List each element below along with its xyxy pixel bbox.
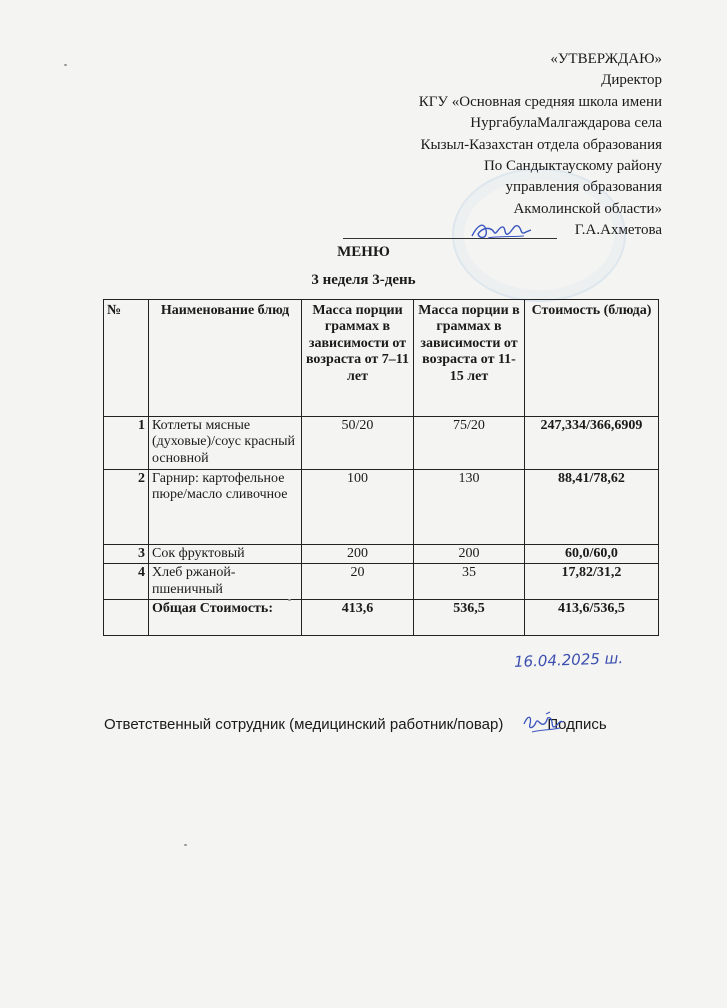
header-cost: Стоимость (блюда) <box>525 300 659 417</box>
row-number: 4 <box>104 564 149 600</box>
table-row <box>104 470 659 545</box>
scan-speck <box>288 599 291 601</box>
approval-org-line: управления образования <box>505 179 662 196</box>
dish-cost: 88,41/78,62 <box>525 470 659 545</box>
menu-table <box>103 299 659 636</box>
mass-11-15: 35 <box>414 564 525 600</box>
approval-org-line: КГУ «Основная средняя школа имени <box>418 93 662 110</box>
table-row <box>104 564 659 600</box>
header-number: № <box>104 300 149 417</box>
mass-7-11: 50/20 <box>302 417 414 470</box>
total-mass-11-15: 536,5 <box>414 600 525 636</box>
mass-7-11: 200 <box>302 545 414 564</box>
responsible-label: Ответственный сотрудник (медицинский работник/повар) <box>104 716 504 733</box>
table-row <box>104 417 659 470</box>
header-mass-7-11: Масса порции граммах в зависимости от возраста от 7–11 лет <box>302 300 414 417</box>
director-signature <box>468 218 534 244</box>
approval-org-line: По Сандыктаускому району <box>483 158 662 175</box>
header-mass-11-15: Масса порции в граммах в зависимости от возраста от 11-15 лет <box>414 300 525 417</box>
signature-label: Подпись <box>547 716 607 733</box>
menu-subtitle: 3 неделя 3-день <box>311 272 416 288</box>
total-mass-7-11: 413,6 <box>302 600 414 636</box>
mass-7-11: 20 <box>302 564 414 600</box>
approval-org-line: Кызыл-Казахстан отдела образования <box>420 136 662 153</box>
cook-signature <box>520 710 566 738</box>
dish-cost: 247,334/366,6909 <box>525 417 659 470</box>
approval-heading: «УТВЕРЖДАЮ» <box>550 51 662 67</box>
dish-name: Хлеб ржаной-пшеничный <box>149 564 302 600</box>
dish-cost: 17,82/31,2 <box>525 564 659 600</box>
table-header-row <box>104 300 659 417</box>
total-cost: 413,6/536,5 <box>525 600 659 636</box>
total-row <box>104 600 659 636</box>
approval-signatory: Г.А.Ахметова <box>574 222 662 239</box>
total-label: Общая Стоимость: <box>149 600 302 636</box>
dish-name: Гарнир: картофельное пюре/масло сливочное <box>149 470 302 545</box>
mass-11-15: 75/20 <box>414 417 525 470</box>
mass-11-15: 200 <box>414 545 525 564</box>
row-number: 1 <box>104 417 149 470</box>
table-row <box>104 545 659 564</box>
mass-11-15: 130 <box>414 470 525 545</box>
total-number-cell <box>104 600 149 636</box>
dish-name: Сок фруктовый <box>149 545 302 564</box>
approval-org-line: НургабулаМалгаждарова села <box>470 115 662 132</box>
dish-cost: 60,0/60,0 <box>525 545 659 564</box>
scan-speck <box>184 844 187 846</box>
row-number: 2 <box>104 470 149 545</box>
approval-org-line: Акмолинской области» <box>513 200 662 217</box>
header-dish-name: Наименование блюд <box>149 300 302 417</box>
handwritten-date: 16.04.2025 ш. <box>513 649 624 671</box>
menu-title: МЕНЮ <box>337 244 390 260</box>
approval-block <box>419 49 662 242</box>
dish-name: Котлеты мясные (духовые)/соус красный основной <box>149 417 302 470</box>
row-number: 3 <box>104 545 149 564</box>
approval-position: Директор <box>601 72 662 89</box>
scan-speck <box>64 64 67 66</box>
mass-7-11: 100 <box>302 470 414 545</box>
